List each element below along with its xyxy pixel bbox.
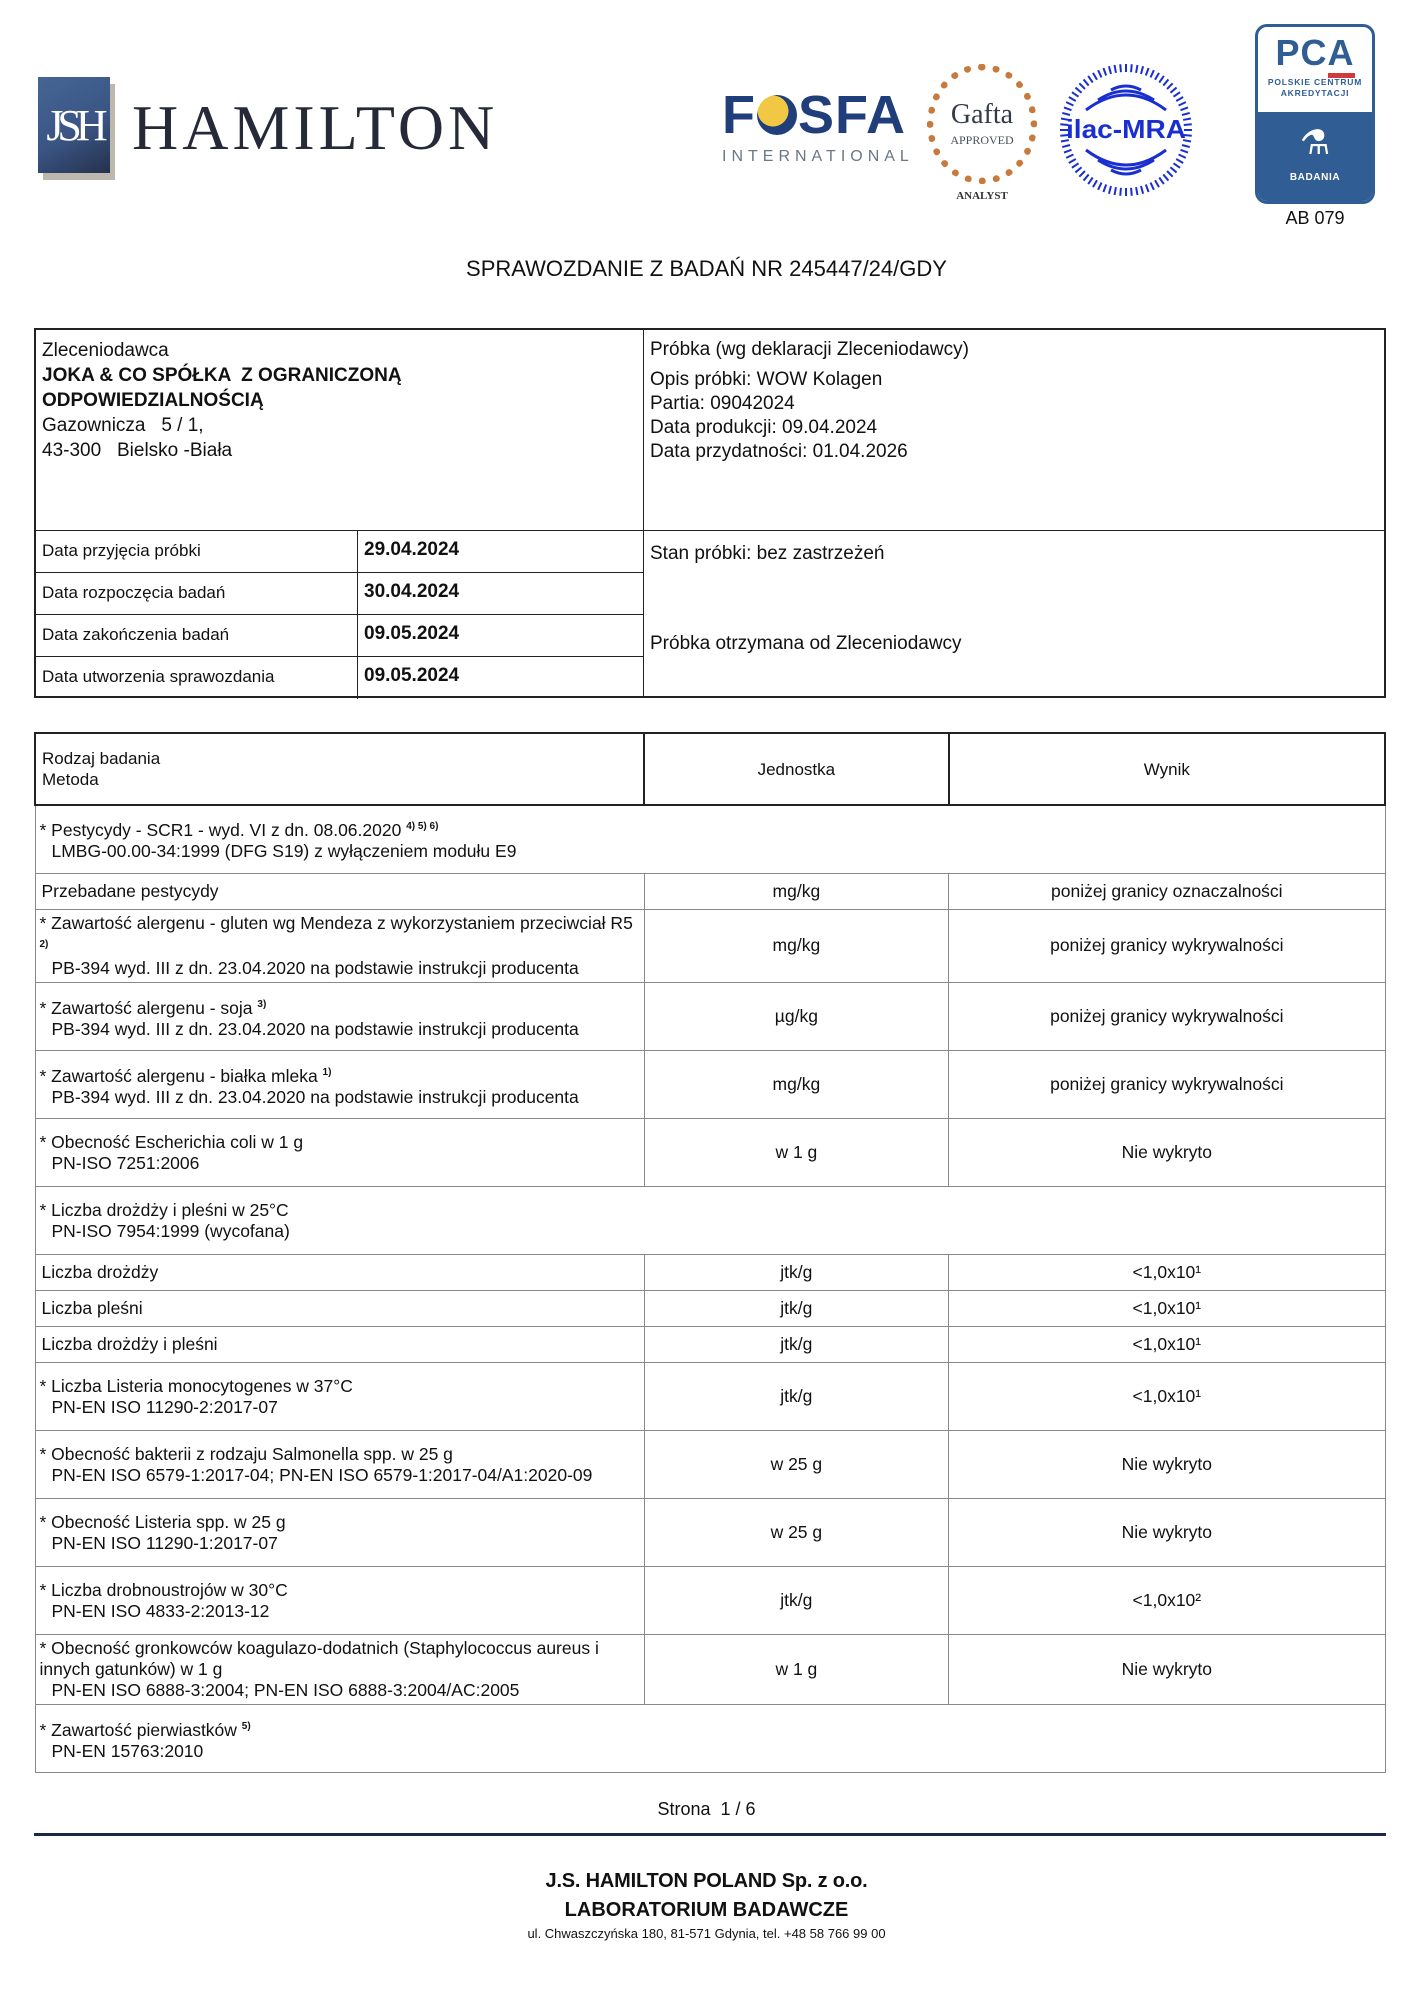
seal-tick xyxy=(1179,102,1186,105)
test-name-cell xyxy=(35,1187,1385,1255)
date-row xyxy=(36,573,643,615)
seal-tick xyxy=(1170,167,1176,172)
unit-cell: jtk/g xyxy=(644,1255,949,1291)
seal-tick xyxy=(1167,171,1173,177)
test-title: * Zawartość pierwiastków xyxy=(39,1719,242,1740)
ilac-mra-logo xyxy=(1056,60,1196,200)
sample-state-cell xyxy=(644,530,1384,698)
seal-tick xyxy=(1182,145,1190,147)
table-row xyxy=(35,1291,1385,1327)
unit-cell: w 25 g xyxy=(644,1499,949,1567)
report-title: SPRAWOZDANIE Z BADAŃ NR 245447/24/GDY xyxy=(466,256,947,281)
table-group-row xyxy=(35,805,1385,873)
seal-tick xyxy=(1066,102,1073,105)
seal-tick xyxy=(1064,150,1072,153)
date-value: 09.05.2024 xyxy=(364,665,460,686)
seal-tick xyxy=(1136,187,1137,195)
table-row xyxy=(35,909,1385,983)
sample-expiry-date: Data przydatności: 01.04.2026 xyxy=(650,441,908,462)
test-method: PN-ISO 7251:2006 xyxy=(51,1152,200,1173)
client-name-line1: JOKA & CO SPÓŁKA Z OGRANICZONĄ xyxy=(42,365,402,386)
ilac-seal-icon xyxy=(1056,60,1196,200)
seal-tick xyxy=(1103,185,1106,193)
unit-cell: mg/kg xyxy=(644,873,949,909)
unit-cell: jtk/g xyxy=(644,1567,949,1635)
test-title: * Obecność Listeria spp. w 25 g xyxy=(39,1511,286,1532)
client-cell xyxy=(36,330,644,530)
test-name-cell xyxy=(35,1363,644,1431)
pca-subtitle-1: POLSKIE CENTRUM xyxy=(1267,77,1363,87)
sample-batch: Partia: 09042024 xyxy=(650,393,795,414)
table-group-row xyxy=(35,1705,1385,1773)
sample-cell xyxy=(644,330,1384,530)
pca-subtitle-2: AKREDYTACJI xyxy=(1280,88,1350,99)
info-box xyxy=(34,328,1386,698)
test-name-cell xyxy=(35,1705,1385,1773)
test-method: PN-EN ISO 11290-2:2017-07 xyxy=(51,1396,278,1417)
client-name-line2: ODPOWIEDZIALNOŚCIĄ xyxy=(42,390,264,411)
results-table xyxy=(34,732,1386,1773)
date-row xyxy=(36,657,643,699)
table-row xyxy=(35,1255,1385,1291)
seal-tick xyxy=(1075,167,1081,172)
seal-tick xyxy=(1167,83,1173,89)
dates-grid xyxy=(36,530,644,698)
test-name-cell xyxy=(35,909,644,983)
result-cell: poniżej granicy wykrywalności xyxy=(949,983,1385,1051)
seal-tick xyxy=(1098,183,1101,190)
test-method: PB-394 wyd. III z dn. 23.04.2020 na podstawie instrukcji producenta xyxy=(51,1086,579,1107)
footnote-ref: 4) 5) 6) xyxy=(406,821,439,833)
date-label: Data zakończenia badań xyxy=(36,615,358,656)
date-label: Data przyjęcia próbki xyxy=(36,531,358,572)
result-cell: poniżej granicy wykrywalności xyxy=(949,1051,1385,1119)
sample-production-date: Data produkcji: 09.04.2024 xyxy=(650,417,878,438)
test-method: LMBG-00.00-34:1999 (DFG S19) z wyłączeniem modułu E9 xyxy=(51,841,517,862)
seal-tick xyxy=(1084,174,1089,180)
wheat-wreath-icon xyxy=(927,64,1037,184)
seal-tick xyxy=(1120,188,1121,196)
gafta-analyst: ANALYST xyxy=(956,190,1008,202)
seal-tick xyxy=(1155,73,1159,80)
result-cell: <1,0x10¹ xyxy=(949,1291,1385,1327)
unit-cell: jtk/g xyxy=(644,1291,949,1327)
test-title: Liczba pleśni xyxy=(41,1298,143,1319)
date-label: Data utworzenia sprawozdania xyxy=(36,657,358,699)
footer-address: ul. Chwaszczyńska 180, 81-571 Gdynia, tel. +48 58 766 99 00 xyxy=(527,1926,886,1941)
sample-label: Próbka (wg deklaracji Zleceniodawcy) xyxy=(650,339,969,360)
result-cell: <1,0x10¹ xyxy=(949,1255,1385,1291)
seal-tick xyxy=(1066,155,1073,158)
seal-tick xyxy=(1072,163,1079,168)
results-body xyxy=(35,805,1385,1773)
unit-cell: jtk/g xyxy=(644,1327,949,1363)
test-title: * Liczba Listeria monocytogenes w 37°C xyxy=(39,1375,353,1396)
date-label: Data rozpoczęcia badań xyxy=(36,573,358,614)
unit-cell: w 1 g xyxy=(644,1119,949,1187)
result-cell: Nie wykryto xyxy=(949,1499,1385,1567)
client-address-line1: Gazownicza 5 / 1, xyxy=(42,415,204,436)
seal-tick xyxy=(1146,185,1149,193)
test-title: * Obecność Escherichia coli w 1 g xyxy=(39,1131,304,1152)
footnote-ref: 2) xyxy=(39,938,49,950)
gafta-wordmark: Gafta xyxy=(950,98,1014,130)
table-group-row xyxy=(35,1187,1385,1255)
seal-tick xyxy=(1069,159,1076,163)
seal-tick xyxy=(1136,65,1137,73)
footer xyxy=(0,1870,1413,1941)
seal-tick xyxy=(1098,70,1101,77)
client-label: Zleceniodawca xyxy=(42,340,169,361)
seal-tick xyxy=(1146,68,1149,76)
footnote-ref: 3) xyxy=(257,998,267,1010)
table-row xyxy=(35,1635,1385,1705)
result-cell: poniżej granicy oznaczalności xyxy=(949,873,1385,909)
seal-tick xyxy=(1115,187,1116,195)
test-title: Liczba drożdży i pleśni xyxy=(41,1334,218,1355)
test-title: Liczba drożdży xyxy=(41,1262,159,1283)
seal-tick xyxy=(1151,70,1154,77)
fosfa-letter-f: F xyxy=(722,85,756,145)
seal-tick xyxy=(1131,188,1132,196)
seal-tick xyxy=(1179,155,1186,158)
test-name-cell xyxy=(35,805,1385,873)
test-title: * Liczba drobnoustrojów w 30°C xyxy=(39,1579,288,1600)
hamilton-logo xyxy=(38,77,498,174)
test-name-cell xyxy=(35,1119,644,1187)
table-row xyxy=(35,1327,1385,1363)
date-row xyxy=(36,531,643,573)
test-method: PN-EN ISO 6888-3:2004; PN-EN ISO 6888-3:2004/AC:2005 xyxy=(51,1680,520,1701)
seal-tick xyxy=(1103,68,1106,76)
test-title: Przebadane pestycydy xyxy=(41,880,219,901)
result-cell: <1,0x10² xyxy=(949,1567,1385,1635)
header-unit: Jednostka xyxy=(644,733,949,805)
table-row xyxy=(35,983,1385,1051)
seal-tick xyxy=(1141,186,1143,194)
test-method: PN-EN 15763:2010 xyxy=(51,1740,204,1761)
sample-received-from: Próbka otrzymana od Zleceniodawcy xyxy=(650,633,962,654)
date-value: 29.04.2024 xyxy=(364,539,460,560)
seal-tick xyxy=(1075,88,1081,93)
unit-cell: w 25 g xyxy=(644,1431,949,1499)
test-name-cell xyxy=(35,1255,644,1291)
pca-badania: BADANIA xyxy=(1289,172,1341,183)
test-title: * Zawartość alergenu - soja xyxy=(39,997,258,1018)
seal-tick xyxy=(1163,174,1168,180)
table-row xyxy=(35,873,1385,909)
seal-tick xyxy=(1151,183,1154,190)
seal-tick xyxy=(1170,88,1176,93)
seal-tick xyxy=(1181,150,1189,153)
table-row xyxy=(35,1499,1385,1567)
seal-tick xyxy=(1141,66,1143,74)
seal-tick xyxy=(1115,65,1116,73)
test-name-cell xyxy=(35,1051,644,1119)
result-cell: <1,0x10¹ xyxy=(949,1363,1385,1431)
seal-tick xyxy=(1069,97,1076,101)
header-test-type: Rodzaj badania Metoda xyxy=(35,733,644,805)
seal-tick xyxy=(1181,107,1189,110)
table-row xyxy=(35,1051,1385,1119)
test-name-cell xyxy=(35,873,644,909)
date-row xyxy=(36,615,643,657)
table-header-row xyxy=(35,733,1385,805)
unit-cell: mg/kg xyxy=(644,909,949,983)
result-cell: Nie wykryto xyxy=(949,1431,1385,1499)
flask-icon: ⚗ xyxy=(1299,124,1331,162)
seal-tick xyxy=(1088,76,1093,83)
date-value: 30.04.2024 xyxy=(364,581,460,602)
result-cell: poniżej granicy wykrywalności xyxy=(949,909,1385,983)
gafta-approved: APPROVED xyxy=(950,132,1014,147)
test-name-cell xyxy=(35,1567,644,1635)
result-cell: Nie wykryto xyxy=(949,1119,1385,1187)
footer-lab: LABORATORIUM BADAWCZE xyxy=(564,1899,849,1921)
client-address-line2: 43-300 Bielsko -Biała xyxy=(42,440,233,461)
table-row xyxy=(35,1567,1385,1635)
result-cell: Nie wykryto xyxy=(949,1635,1385,1705)
pca-logo xyxy=(1255,24,1375,229)
seal-tick xyxy=(1174,163,1181,168)
result-cell: <1,0x10¹ xyxy=(949,1327,1385,1363)
unit-cell: mg/kg xyxy=(644,1051,949,1119)
test-name-cell xyxy=(35,983,644,1051)
seal-tick xyxy=(1109,66,1111,74)
seal-tick xyxy=(1109,186,1111,194)
test-name-cell xyxy=(35,1431,644,1499)
header-result: Wynik xyxy=(949,733,1385,805)
test-title: * Zawartość alergenu - gluten wg Mendeza z wykorzystaniem przeciwciał R5 xyxy=(39,912,633,933)
footer-divider xyxy=(34,1833,1386,1836)
unit-cell: µg/kg xyxy=(644,983,949,1051)
sample-description: Opis próbki: WOW Kolagen xyxy=(650,369,883,390)
jsh-monogram-icon: JSH xyxy=(38,77,110,174)
seal-tick xyxy=(1159,76,1164,83)
test-title: * Liczba drożdży i pleśni w 25°C xyxy=(39,1199,289,1220)
seal-tick xyxy=(1079,171,1085,177)
seal-tick xyxy=(1093,180,1097,187)
footnote-ref: 5) xyxy=(241,1720,251,1732)
date-value: 09.05.2024 xyxy=(364,623,460,644)
fosfa-subtitle: INTERNATIONAL xyxy=(722,148,914,165)
test-name-cell xyxy=(35,1327,644,1363)
seal-tick xyxy=(1062,145,1070,147)
seal-tick xyxy=(1088,178,1093,185)
test-name-cell xyxy=(35,1635,644,1705)
table-row xyxy=(35,1119,1385,1187)
footer-company: J.S. HAMILTON POLAND Sp. z o.o. xyxy=(545,1870,868,1892)
fosfa-letters-sfa: SFA xyxy=(798,85,907,145)
test-name-cell xyxy=(35,1499,644,1567)
table-row xyxy=(35,1363,1385,1431)
test-method: PN-EN ISO 11290-1:2017-07 xyxy=(51,1532,278,1553)
table-row xyxy=(35,1431,1385,1499)
seal-tick xyxy=(1163,79,1168,85)
test-method: PB-394 wyd. III z dn. 23.04.2020 na podstawie instrukcji producenta xyxy=(51,958,579,979)
test-title: * Zawartość alergenu - białka mleka xyxy=(39,1065,323,1086)
seal-tick xyxy=(1120,64,1121,72)
seal-tick xyxy=(1072,92,1079,97)
gafta-logo xyxy=(922,64,1042,204)
accreditation-code: AB 079 xyxy=(1285,208,1345,228)
pca-wordmark: PCA xyxy=(1258,35,1372,71)
seal-tick xyxy=(1093,73,1097,80)
test-title: * Obecność bakterii z rodzaju Salmonella spp. w 25 g xyxy=(39,1443,453,1464)
test-method: PN-EN ISO 4833-2:2013-12 xyxy=(51,1600,270,1621)
footnote-ref: 1) xyxy=(322,1066,332,1078)
globe-icon xyxy=(757,95,797,135)
seal-tick xyxy=(1064,107,1072,110)
seal-tick xyxy=(1084,79,1089,85)
test-title: * Obecność gronkowców koagulazo-dodatnich (Staphylococcus aureus i innych gatunków) w 1 g xyxy=(39,1638,599,1680)
unit-cell: jtk/g xyxy=(644,1363,949,1431)
seal-tick xyxy=(1159,178,1164,185)
seal-tick xyxy=(1174,92,1181,97)
unit-cell: w 1 g xyxy=(644,1635,949,1705)
page-number: Strona 1 / 6 xyxy=(657,1799,756,1819)
seal-tick xyxy=(1079,83,1085,89)
test-method: PN-EN ISO 6579-1:2017-04; PN-EN ISO 6579-1:2017-04/A1:2020-09 xyxy=(51,1464,593,1485)
test-name-cell xyxy=(35,1291,644,1327)
ilac-text: ilac-MRA xyxy=(1066,114,1187,144)
seal-tick xyxy=(1155,180,1159,187)
test-method: PB-394 wyd. III z dn. 23.04.2020 na podstawie instrukcji producenta xyxy=(51,1018,579,1039)
test-method: PN-ISO 7954:1999 (wycofana) xyxy=(51,1220,290,1241)
seal-tick xyxy=(1131,64,1132,72)
fosfa-logo xyxy=(722,85,914,166)
sample-state: Stan próbki: bez zastrzeżeń xyxy=(650,543,885,564)
hamilton-wordmark: HAMILTON xyxy=(132,91,499,163)
test-title: * Pestycydy - SCR1 - wyd. VI z dn. 08.06.2020 xyxy=(39,820,407,841)
seal-tick xyxy=(1176,97,1183,101)
seal-tick xyxy=(1176,159,1183,163)
